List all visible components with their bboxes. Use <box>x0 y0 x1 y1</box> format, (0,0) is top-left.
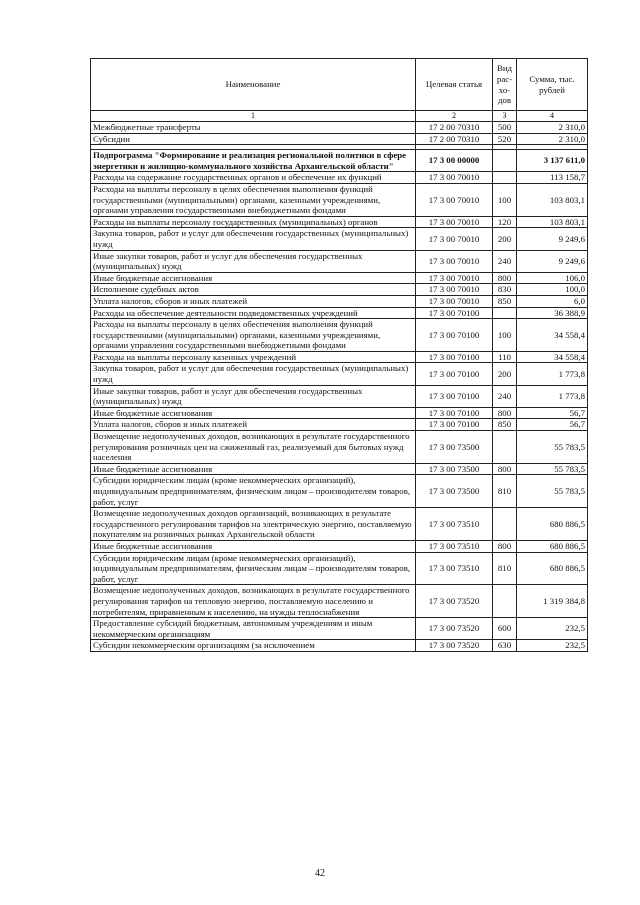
expense-type-cell: 850 <box>493 419 517 431</box>
code-cell: 17 3 00 73520 <box>416 585 493 618</box>
sum-cell: 232,5 <box>517 640 588 652</box>
table-row <box>91 363 588 385</box>
name-cell: Иные закупки товаров, работ и услуг для обеспечения государственных (муниципальных) нужд <box>91 250 416 272</box>
name-cell: Возмещение недополученных доходов организаций, возникающих в результате государственного регулирования тарифов на электрическую энергию, поставляемую покупателям на розничных рынках Архангельской области <box>91 508 416 541</box>
expense-type-cell: 100 <box>493 183 517 216</box>
sum-cell: 55 783,5 <box>517 475 588 508</box>
table-row <box>91 475 588 508</box>
sum-cell: 106,0 <box>517 272 588 284</box>
name-cell: Закупка товаров, работ и услуг для обеспечения государственных (муниципальных) нужд <box>91 363 416 385</box>
name-cell: Расходы на выплаты персоналу казенных учреждений <box>91 351 416 363</box>
code-cell: 17 2 00 70310 <box>416 133 493 145</box>
header-expense-type: Вид рас-хо-дов <box>493 59 517 111</box>
code-cell: 17 3 00 70010 <box>416 183 493 216</box>
header-name: Наименование <box>91 59 416 111</box>
name-cell: Субсидии некоммерческим организациям (за исключением <box>91 640 416 652</box>
code-cell: 17 3 00 73500 <box>416 431 493 464</box>
code-cell: 17 3 00 73500 <box>416 463 493 475</box>
code-cell: 17 3 00 70010 <box>416 250 493 272</box>
table-row <box>91 618 588 640</box>
sum-cell: 2 310,0 <box>517 133 588 145</box>
expense-type-cell: 520 <box>493 133 517 145</box>
name-cell: Иные бюджетные ассигнования <box>91 407 416 419</box>
sum-cell: 103 803,1 <box>517 216 588 228</box>
name-cell: Субсидии юридическим лицам (кроме некоммерческих организаций), индивидуальным предпринимателям, физическим лицам – производителям товаров, работ, услуг <box>91 475 416 508</box>
code-cell: 17 3 00 00000 <box>416 150 493 172</box>
expense-type-cell: 800 <box>493 272 517 284</box>
name-cell: Уплата налогов, сборов и иных платежей <box>91 419 416 431</box>
table-row <box>91 122 588 134</box>
code-cell: 17 2 00 70310 <box>416 122 493 134</box>
name-cell: Иные закупки товаров, работ и услуг для обеспечения государственных (муниципальных) нужд <box>91 385 416 407</box>
name-cell: Субсидии юридическим лицам (кроме некоммерческих организаций), индивидуальным предпринимателям, физическим лицам – производителям товаров, работ, услуг <box>91 552 416 585</box>
sum-cell: 1 319 384,8 <box>517 585 588 618</box>
table-row <box>91 640 588 652</box>
header-row <box>91 59 588 111</box>
name-cell: Предоставление субсидий бюджетным, автономным учреждениям и иным некоммерческим организациям <box>91 618 416 640</box>
table-row <box>91 407 588 419</box>
table-row <box>91 319 588 352</box>
table-row <box>91 385 588 407</box>
code-cell: 17 3 00 73500 <box>416 475 493 508</box>
sum-cell: 1 773,8 <box>517 363 588 385</box>
name-cell: Расходы на выплаты персоналу в целях обеспечения выполнения функций государственными (муниципальными) органами, казенными учреждениями, органами управления государственными внебюджетными фондами <box>91 319 416 352</box>
header-sum: Сумма, тыс. рублей <box>517 59 588 111</box>
table-row <box>91 585 588 618</box>
sum-cell: 680 886,5 <box>517 552 588 585</box>
code-cell: 17 3 00 70100 <box>416 307 493 319</box>
name-cell: Исполнение судебных актов <box>91 284 416 296</box>
table-row <box>91 463 588 475</box>
expense-type-cell: 810 <box>493 552 517 585</box>
expense-type-cell: 630 <box>493 640 517 652</box>
table-row <box>91 540 588 552</box>
sum-cell: 36 388,9 <box>517 307 588 319</box>
header-target-article: Целевая статья <box>416 59 493 111</box>
sum-cell: 680 886,5 <box>517 540 588 552</box>
table-row <box>91 183 588 216</box>
expense-type-cell <box>493 150 517 172</box>
code-cell: 17 3 00 70100 <box>416 351 493 363</box>
expense-type-cell: 830 <box>493 284 517 296</box>
sum-cell: 9 249,6 <box>517 250 588 272</box>
sum-cell: 9 249,6 <box>517 228 588 250</box>
table-row <box>91 228 588 250</box>
table-row <box>91 431 588 464</box>
code-cell: 17 3 00 70100 <box>416 363 493 385</box>
name-cell: Подпрограмма "Формирование и реализация региональной политики в сфере энергетики и жилищно-коммунального хозяйства Архангельской области" <box>91 150 416 172</box>
expense-type-cell: 110 <box>493 351 517 363</box>
code-cell: 17 3 00 70010 <box>416 216 493 228</box>
code-cell: 17 3 00 73520 <box>416 618 493 640</box>
table-row <box>91 295 588 307</box>
code-cell: 17 3 00 73520 <box>416 640 493 652</box>
column-number: 4 <box>517 111 588 122</box>
table-row <box>91 172 588 184</box>
sum-cell: 6,0 <box>517 295 588 307</box>
column-number: 1 <box>91 111 416 122</box>
name-cell: Расходы на выплаты персоналу в целях обеспечения выполнения функций государственными (муниципальными) органами, казенными учреждениями, органами управления государственными внебюджетными фондами <box>91 183 416 216</box>
table-body <box>91 122 588 652</box>
expense-type-cell <box>493 172 517 184</box>
table-row <box>91 216 588 228</box>
column-number: 3 <box>493 111 517 122</box>
expense-type-cell: 100 <box>493 319 517 352</box>
expense-type-cell: 120 <box>493 216 517 228</box>
table-row <box>91 272 588 284</box>
name-cell: Иные бюджетные ассигнования <box>91 272 416 284</box>
sum-cell: 55 783,5 <box>517 463 588 475</box>
expense-type-cell: 500 <box>493 122 517 134</box>
sum-cell: 680 886,5 <box>517 508 588 541</box>
table-row <box>91 552 588 585</box>
expense-type-cell: 800 <box>493 540 517 552</box>
expense-type-cell <box>493 431 517 464</box>
sum-cell: 3 137 611,0 <box>517 150 588 172</box>
table-row <box>91 133 588 145</box>
code-cell: 17 3 00 70010 <box>416 272 493 284</box>
sum-cell: 34 558,4 <box>517 319 588 352</box>
name-cell: Возмещение недополученных доходов, возникающих в результате государственного регулирования розничных цен на сжиженный газ, реализуемый для бытовых нужд населения <box>91 431 416 464</box>
code-cell: 17 3 00 70010 <box>416 295 493 307</box>
code-cell: 17 3 00 70100 <box>416 407 493 419</box>
sum-cell: 103 803,1 <box>517 183 588 216</box>
sum-cell: 100,0 <box>517 284 588 296</box>
name-cell: Расходы на обеспечение деятельности подведомственных учреждений <box>91 307 416 319</box>
code-cell: 17 3 00 70010 <box>416 228 493 250</box>
expense-type-cell: 850 <box>493 295 517 307</box>
expense-type-cell: 800 <box>493 407 517 419</box>
code-cell: 17 3 00 73510 <box>416 540 493 552</box>
expense-type-cell <box>493 585 517 618</box>
expense-type-cell: 200 <box>493 228 517 250</box>
expense-type-cell: 600 <box>493 618 517 640</box>
expense-type-cell: 240 <box>493 250 517 272</box>
table-row <box>91 307 588 319</box>
name-cell: Субсидии <box>91 133 416 145</box>
name-cell: Закупка товаров, работ и услуг для обеспечения государственных (муниципальных) нужд <box>91 228 416 250</box>
code-cell: 17 3 00 70100 <box>416 419 493 431</box>
table-row <box>91 284 588 296</box>
expense-type-cell: 810 <box>493 475 517 508</box>
table-row <box>91 250 588 272</box>
code-cell: 17 3 00 70100 <box>416 319 493 352</box>
sum-cell: 56,7 <box>517 419 588 431</box>
column-numbers-row <box>91 111 588 122</box>
table-row <box>91 508 588 541</box>
code-cell: 17 3 00 70010 <box>416 172 493 184</box>
page-number: 42 <box>315 868 325 879</box>
sum-cell: 113 158,7 <box>517 172 588 184</box>
name-cell: Расходы на содержание государственных органов и обеспечение их функций <box>91 172 416 184</box>
expense-type-cell: 240 <box>493 385 517 407</box>
name-cell: Межбюджетные трансферты <box>91 122 416 134</box>
code-cell: 17 3 00 70100 <box>416 385 493 407</box>
table-row <box>91 419 588 431</box>
expense-type-cell: 800 <box>493 463 517 475</box>
name-cell: Иные бюджетные ассигнования <box>91 540 416 552</box>
expense-type-cell: 200 <box>493 363 517 385</box>
code-cell: 17 3 00 70010 <box>416 284 493 296</box>
name-cell: Расходы на выплаты персоналу государственных (муниципальных) органов <box>91 216 416 228</box>
column-number: 2 <box>416 111 493 122</box>
name-cell: Возмещение недополученных доходов, возникающих в результате государственного регулирования тарифов на тепловую энергию, поставляемую населению и потребителям, приравненным к населению, на нужды теплоснабжения <box>91 585 416 618</box>
sum-cell: 1 773,8 <box>517 385 588 407</box>
name-cell: Уплата налогов, сборов и иных платежей <box>91 295 416 307</box>
sum-cell: 55 783,5 <box>517 431 588 464</box>
expense-type-cell <box>493 307 517 319</box>
sum-cell: 34 558,4 <box>517 351 588 363</box>
sum-cell: 232,5 <box>517 618 588 640</box>
code-cell: 17 3 00 73510 <box>416 508 493 541</box>
budget-table <box>90 58 588 652</box>
table-row <box>91 351 588 363</box>
sum-cell: 56,7 <box>517 407 588 419</box>
code-cell: 17 3 00 73510 <box>416 552 493 585</box>
expense-type-cell <box>493 508 517 541</box>
name-cell: Иные бюджетные ассигнования <box>91 463 416 475</box>
sum-cell: 2 310,0 <box>517 122 588 134</box>
table-row <box>91 150 588 172</box>
